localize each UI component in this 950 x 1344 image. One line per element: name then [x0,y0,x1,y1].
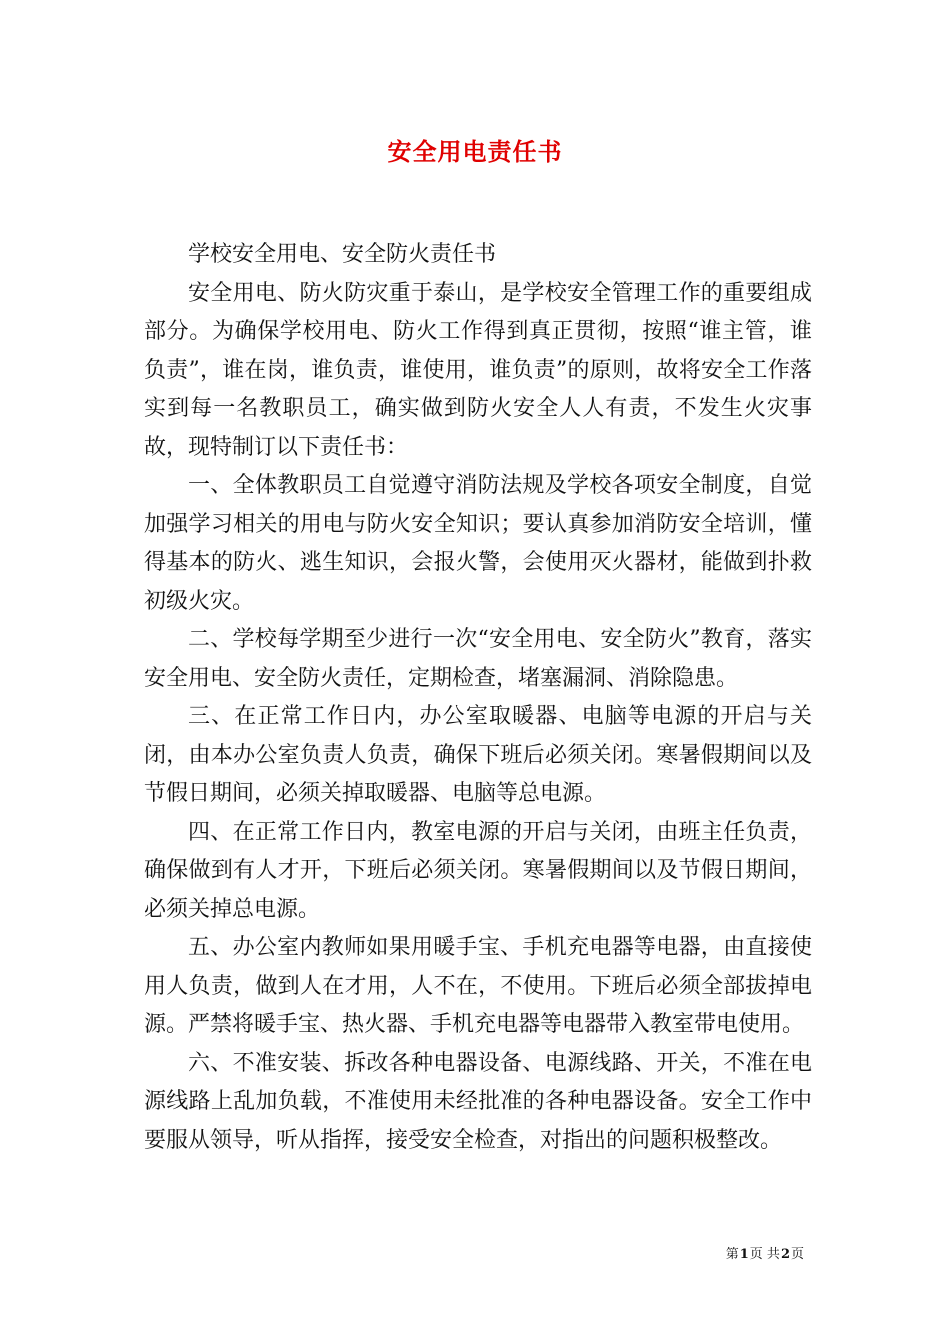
document-body [144,236,812,1160]
paragraph-intro: 安全用电、防火防灾重于泰山，是学校安全管理工作的重要组成部分。为确保学校用电、防火工作得到真正贯彻，按照“谁主管，谁负责”，谁在岗，谁负责，谁使用，谁负责”的原则，故将安全工作落实到每一名教职员工，确实做到防火安全人人有责，不发生火灾事故，现特制订以下责任书： [144,280,812,460]
footer-middle: 页 共 [749,1247,780,1262]
paragraph-item-2: 二、学校每学期至少进行一次“安全用电、安全防火”教育，落实安全用电、安全防火责任，定期检查，堵塞漏洞、消除隐患。 [144,627,812,691]
page-number-footer [726,1243,804,1262]
paragraph-item-1: 一、全体教职员工自觉遵守消防法规及学校各项安全制度，自觉加强学习相关的用电与防火安全知识；要认真参加消防安全培训，懂得基本的防火、逃生知识，会报火警，会使用灭火器材，能做到扑救初级火灾。 [144,473,812,614]
footer-prefix: 第 [725,1247,739,1262]
footer-suffix: 页 [790,1247,804,1262]
paragraph-item-3: 三、在正常工作日内，办公室取暖器、电脑等电源的开启与关闭，由本办公室负责人负责，确保下班后必须关闭。寒暑假期间以及节假日期间，必须关掉取暖器、电脑等总电源。 [144,704,812,806]
paragraph-item-6: 六、不准安装、拆改各种电器设备、电源线路、开关，不准在电源线路上乱加负载，不准使用未经批准的各种电器设备。安全工作中要服从领导，听从指挥，接受安全检查，对指出的问题积极整改。 [144,1050,812,1153]
document-subtitle: 学校安全用电、安全防火责任书 [188,242,497,267]
paragraph-item-4: 四、在正常工作日内，教室电源的开启与关闭，由班主任负责，确保做到有人才开，下班后必须关闭。寒暑假期间以及节假日期间，必须关掉总电源。 [144,819,812,922]
total-page-number: 2 [780,1247,790,1262]
current-page-number: 1 [739,1247,749,1262]
paragraph-item-5: 五、办公室内教师如果用暖手宝、手机充电器等电器，由直接使用人负责，做到人在才用，人不在，不使用。下班后必须全部拔掉电源。严禁将暖手宝、热火器、手机充电器等电器带入教室带电使用。 [144,935,812,1037]
document-title: 安全用电责任书 [387,137,563,166]
